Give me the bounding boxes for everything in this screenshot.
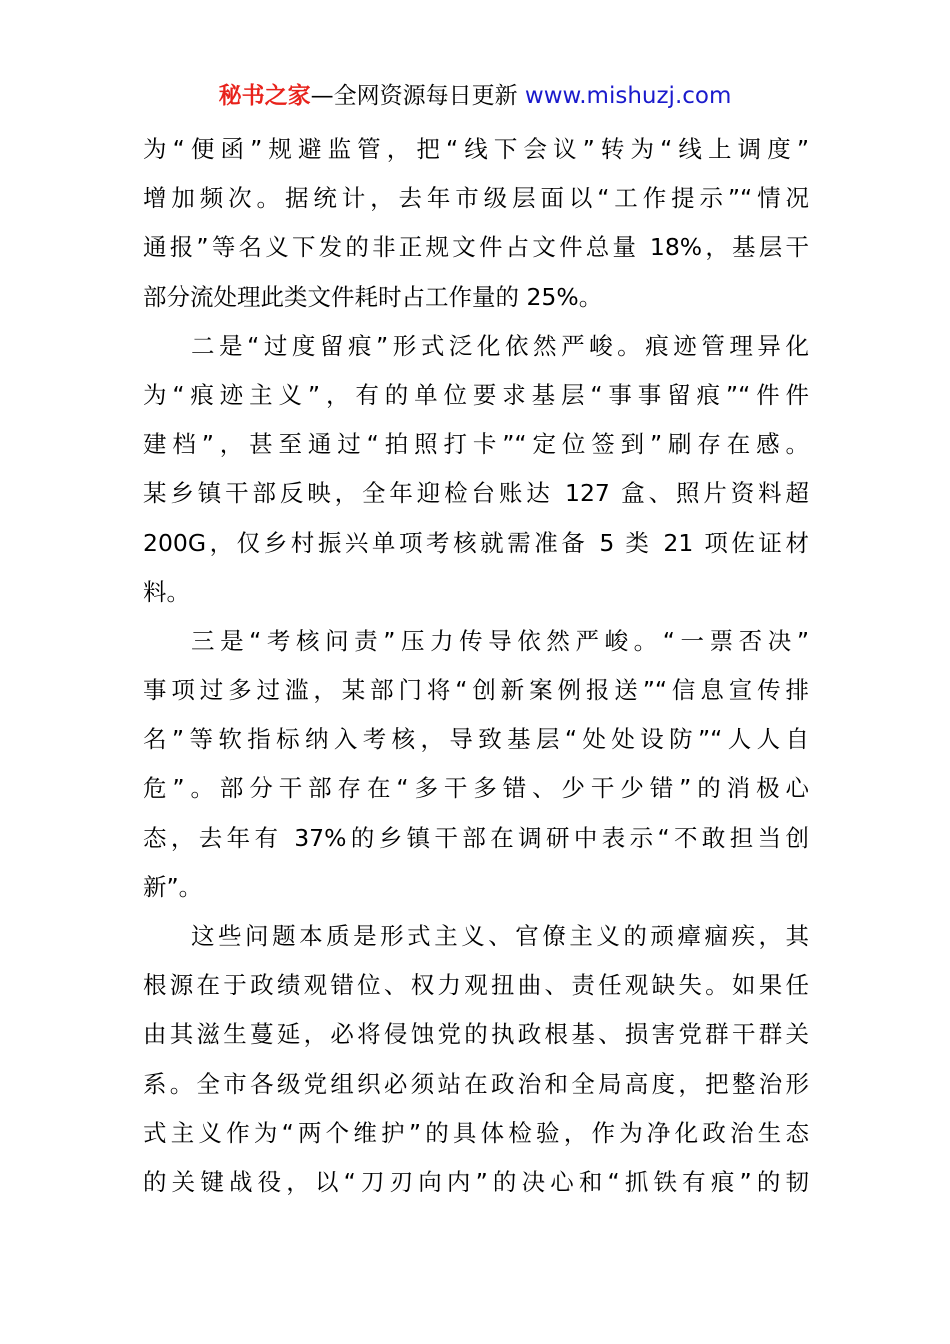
text-line: 为“痕迹主义”，有的单位要求基层“事事留痕”“件件 (143, 380, 809, 409)
text-line: 通报”等名义下发的非正规文件占文件总量 18%，基层干 (143, 233, 809, 262)
text-line: 事项过多过滥，某部门将“创新案例报送”“信息宣传排 (143, 676, 809, 705)
text-line: 的关键战役，以“刀刃向内”的决心和“抓铁有痕”的韧 (143, 1167, 809, 1196)
text-line: 根源在于政绩观错位、权力观扭曲、责任观缺失。如果任 (143, 971, 809, 1000)
text-line: 式主义作为“两个维护”的具体检验，作为净化政治生态 (143, 1118, 809, 1147)
header-tagline: —全网资源每日更新 (310, 83, 525, 109)
text-line: 部分流处理此类文件耗时占工作量的 25%。 (143, 282, 603, 311)
text-line: 名”等软指标纳入考核，导致基层“处处设防”“人人自 (143, 725, 809, 754)
paragraph-start-line: 这些问题本质是形式主义、官僚主义的顽瘴痼疾，其 (191, 922, 809, 950)
text-line: 增加频次。据统计，去年市级层面以“工作提示”“情况 (143, 184, 809, 213)
brand-name: 秘书之家 (218, 83, 311, 109)
site-url-link[interactable]: www.mishuzj.com (524, 83, 732, 109)
text-line: 为“便函”规避监管，把“线下会议”转为“线上调度” (143, 135, 809, 163)
text-line: 建档”，甚至通过“拍照打卡”“定位签到”刷存在感。 (143, 430, 809, 459)
page-header (0, 80, 950, 112)
text-line: 危”。部分干部存在“多干多错、少干少错”的消极心 (143, 774, 809, 803)
paragraph-start-line: 二是“过度留痕”形式泛化依然严峻。痕迹管理异化 (191, 331, 809, 360)
paragraph-start-line: 三是“考核问责”压力传导依然严峻。“一票否决” (191, 626, 809, 655)
document-body (143, 125, 809, 1207)
text-line: 由其滋生蔓延，必将侵蚀党的执政根基、损害党群干群关 (143, 1020, 809, 1049)
text-line: 某乡镇干部反映，全年迎检台账达 127 盒、照片资料超 (143, 479, 809, 508)
text-line: 系。全市各级党组织必须站在政治和全局高度，把整治形 (143, 1069, 809, 1098)
text-line: 200G，仅乡村振兴单项考核就需准备 5 类 21 项佐证材 (143, 528, 809, 557)
text-line: 新”。 (143, 872, 203, 901)
text-line: 态，去年有 37%的乡镇干部在调研中表示“不敢担当创 (143, 823, 809, 852)
text-line: 料。 (143, 577, 190, 606)
